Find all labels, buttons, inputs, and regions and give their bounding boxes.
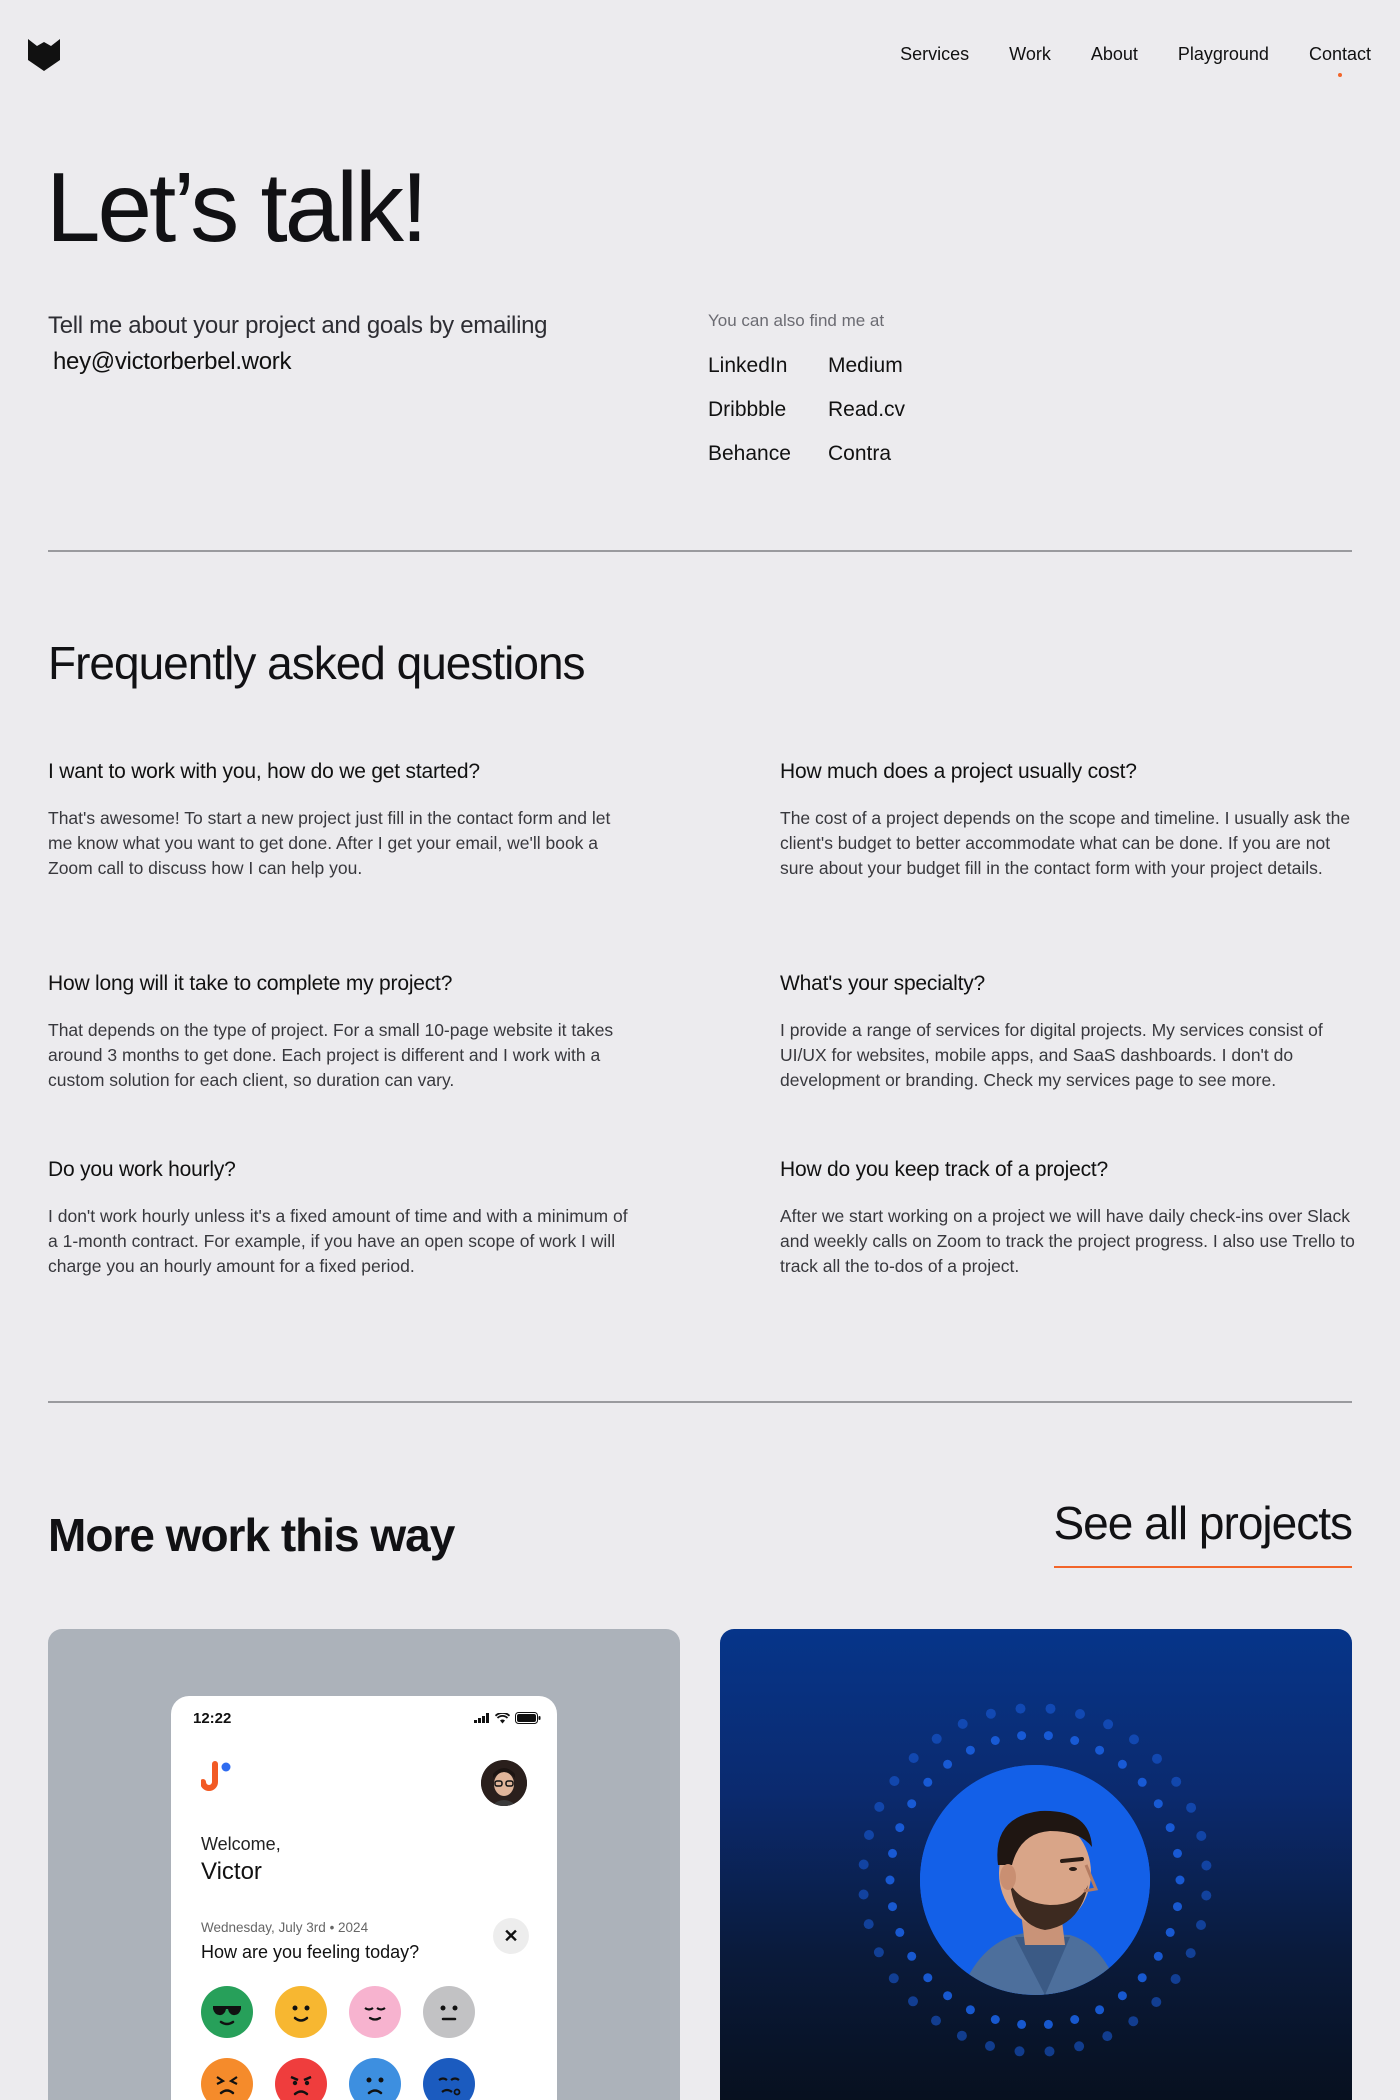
project-card-mood-app[interactable]: [48, 1629, 680, 2100]
decorative-dot: [991, 1736, 1000, 1745]
close-button[interactable]: ✕: [493, 1918, 529, 1954]
nav-work-link[interactable]: Work: [1009, 44, 1051, 64]
content-mood-button[interactable]: [349, 1986, 401, 2038]
sunglasses-face-icon: [201, 1986, 253, 2038]
tired-face-icon: [423, 2058, 475, 2100]
faq-title: Frequently asked questions: [48, 637, 585, 689]
decorative-dot: [895, 1928, 904, 1937]
faq-item: [48, 1156, 628, 1279]
angry-face-icon: [275, 2058, 327, 2100]
faq-item: [780, 970, 1360, 1093]
nav-about-link[interactable]: About: [1090, 44, 1138, 64]
faq-answer: I provide a range of services for digital projects. My services consist of UI/UX for websites, mobile apps, and SaaS dashboards. I don't do development or branding. Check my services page to see more.: [780, 1020, 1323, 1090]
decorative-dot: [889, 1776, 899, 1786]
decorative-dot: [1196, 1831, 1206, 1841]
decorative-dot: [859, 1890, 869, 1900]
portrait-photo: [920, 1765, 1150, 1995]
shield-v-logo-icon[interactable]: [27, 38, 61, 72]
decorative-dot: [1074, 2041, 1084, 2051]
decorative-dot: [1173, 1849, 1182, 1858]
decorative-dot: [888, 1849, 897, 1858]
project-card-portrait[interactable]: [720, 1629, 1352, 2100]
decorative-dot: [1173, 1902, 1182, 1911]
decorative-dot: [1017, 1731, 1026, 1740]
decorative-dot: [1171, 1974, 1181, 1984]
decorative-dot: [923, 1973, 932, 1982]
decorative-dot: [966, 2005, 975, 2014]
faq-question: I want to work with you, how do we get started?: [48, 760, 480, 783]
section-divider: [48, 550, 1352, 552]
content-face-icon: [349, 1986, 401, 2038]
tired-mood-button[interactable]: [423, 2058, 475, 2100]
decorative-dot: [958, 1719, 968, 1729]
decorative-dot: [859, 1860, 869, 1870]
phone-mockup: [171, 1696, 557, 2100]
decorative-dot: [1176, 1876, 1185, 1885]
faq-answer: The cost of a project depends on the scope and timeline. I usually ask the client's budget to better accommodate what can be done. If you are not sure about your budget fill in the contact form with your project details.: [780, 808, 1351, 878]
decorative-dot: [1045, 2046, 1055, 2056]
sad-face-icon: [349, 2058, 401, 2100]
decorative-dot: [1166, 1823, 1175, 1832]
angry-mood-button[interactable]: [275, 2058, 327, 2100]
smile-face-icon: [275, 1986, 327, 2038]
faq-answer: After we start working on a project we will have daily check-ins over Slack and weekly calls on Zoom to track the project progress. I also use Trello to track all the to-dos of a project.: [780, 1206, 1355, 1276]
happy-mood-button[interactable]: [275, 1986, 327, 2038]
social-links: [708, 352, 948, 468]
welcome-text: Welcome,: [201, 1834, 281, 1854]
decorative-dot: [864, 1919, 874, 1929]
decorative-dot: [889, 1973, 899, 1983]
decorative-dot: [874, 1802, 884, 1812]
faq-question: How long will it take to complete my project?: [48, 972, 453, 995]
top-nav: [0, 0, 1400, 110]
decorative-dot: [985, 2041, 995, 2051]
decorative-dot: [991, 2015, 1000, 2024]
wifi-icon: [495, 1713, 510, 1724]
behance-link[interactable]: Behance: [708, 442, 791, 465]
user-name: Victor: [201, 1858, 262, 1885]
neutral-mood-button[interactable]: [423, 1986, 475, 2038]
decorative-dot: [864, 1830, 874, 1840]
dribbble-link[interactable]: Dribbble: [708, 398, 787, 421]
decorative-dot: [943, 1760, 952, 1769]
decorative-dot: [908, 1996, 918, 2006]
decorative-dot: [895, 1823, 904, 1832]
decorative-dot: [1016, 1704, 1026, 1714]
decorative-dot: [931, 2016, 941, 2026]
decorative-dot: [957, 2031, 967, 2041]
faq-item: [780, 1156, 1360, 1279]
page-title: Let’s talk!: [46, 152, 426, 262]
decorative-dot: [1171, 1777, 1181, 1787]
battery-icon: [515, 1712, 541, 1724]
faq-question: How much does a project usually cost?: [780, 760, 1137, 783]
contra-link[interactable]: Contra: [828, 442, 892, 465]
date-label: Wednesday, July 3rd • 2024: [201, 1920, 369, 1935]
decorative-dot: [886, 1876, 895, 1885]
decorative-dot: [1103, 1719, 1113, 1729]
cool-mood-button[interactable]: [201, 1986, 253, 2038]
decorative-dot: [909, 1753, 919, 1763]
faq-answer: That depends on the type of project. For a small 10-page website it takes around 3 months to get done. Each project is different and I work with a custom solution for each client, so duration can vary.: [48, 1020, 614, 1090]
decorative-dot: [1118, 1991, 1127, 2000]
decorative-dot: [923, 1778, 932, 1787]
faq-answer: That's awesome! To start a new project just fill in the contact form and let me know what you want to get done. After I get your email, we'll book a Zoom call to discuss how I can help you.: [48, 808, 611, 878]
decorative-dot: [1129, 1734, 1139, 1744]
decorative-dot: [1095, 1746, 1104, 1755]
decorative-dot: [1070, 1736, 1079, 1745]
decorative-dot: [1201, 1891, 1211, 1901]
decorative-dot: [932, 1734, 942, 1744]
mood-row: [201, 1986, 475, 2038]
decorative-dot: [1075, 1709, 1085, 1719]
decorative-dot: [1138, 1973, 1147, 1982]
decorative-dot: [943, 1991, 952, 2000]
decorative-dot: [966, 1746, 975, 1755]
faq-answer: I don't work hourly unless it's a fixed amount of time and with a minimum of a 1-month contract. For example, if you have an open scope of work I will charge you an hourly amount for a fixed period.: [48, 1206, 628, 1276]
mood-row: [201, 2058, 475, 2100]
decorative-dot: [1128, 2016, 1138, 2026]
decorative-dot: [1044, 2020, 1053, 2029]
email-link[interactable]: hey@victorberbel.work: [53, 348, 292, 375]
frustrated-mood-button[interactable]: [201, 2058, 253, 2100]
decorative-dot: [907, 1952, 916, 1961]
faq-item: [48, 758, 628, 881]
hero-description-text: Tell me about your project and goals by emailing: [48, 312, 548, 339]
decorative-dot: [1152, 1754, 1162, 1764]
nav-services-link[interactable]: Services: [900, 44, 970, 64]
decorative-dot: [888, 1902, 897, 1911]
socials-label: You can also find me at: [708, 311, 885, 330]
status-bar-icons: [474, 1712, 541, 1724]
decorative-dot: [1151, 1997, 1161, 2007]
decorative-dot: [1015, 2046, 1025, 2056]
faq-question: What's your specialty?: [780, 972, 986, 995]
decorative-dot: [1017, 2020, 1026, 2029]
decorative-dot: [1070, 2015, 1079, 2024]
more-work-title: More work this way: [48, 1509, 455, 1561]
decorative-dot: [1186, 1803, 1196, 1813]
phone-time: 12:22: [193, 1710, 232, 1727]
decorative-dot: [1154, 1799, 1163, 1808]
decorative-dot: [907, 1799, 916, 1808]
sad-mood-button[interactable]: [349, 2058, 401, 2100]
faq-item: [780, 758, 1360, 881]
hero-description: [48, 308, 608, 380]
readcv-link[interactable]: Read.cv: [828, 398, 906, 421]
decorative-dot: [1138, 1778, 1147, 1787]
nav-contact-link[interactable]: Contact: [1308, 44, 1371, 64]
faq-item: [48, 970, 628, 1093]
decorative-dot: [1118, 1760, 1127, 1769]
signal-icon: [474, 1713, 490, 1723]
section-divider: [48, 1401, 1352, 1403]
linkedin-link[interactable]: LinkedIn: [708, 354, 788, 377]
medium-link[interactable]: Medium: [828, 354, 903, 377]
avatar[interactable]: [481, 1760, 527, 1806]
decorative-dot: [1095, 2005, 1104, 2014]
nav-playground-link[interactable]: Playground: [1177, 44, 1269, 64]
faq-question: How do you keep track of a project?: [780, 1158, 1109, 1181]
nav-links: [860, 44, 1371, 65]
app-j-logo-icon: [201, 1760, 241, 1796]
mood-question: How are you feeling today?: [201, 1942, 420, 1962]
decorative-dot: [1102, 2031, 1112, 2041]
decorative-dot: [1186, 1948, 1196, 1958]
decorative-dot: [1166, 1928, 1175, 1937]
neutral-face-icon: [423, 1986, 475, 2038]
decorative-dot: [1201, 1861, 1211, 1871]
decorative-dot: [874, 1947, 884, 1957]
decorative-dot: [1196, 1920, 1206, 1930]
decorative-dot: [1044, 1731, 1053, 1740]
decorative-dot: [1154, 1952, 1163, 1961]
see-all-projects-link[interactable]: See all projects: [1054, 1496, 1353, 1568]
decorative-dot: [986, 1709, 996, 1719]
frustrated-face-icon: [201, 2058, 253, 2100]
decorative-dot: [1046, 1704, 1056, 1714]
faq-question: Do you work hourly?: [48, 1158, 236, 1181]
